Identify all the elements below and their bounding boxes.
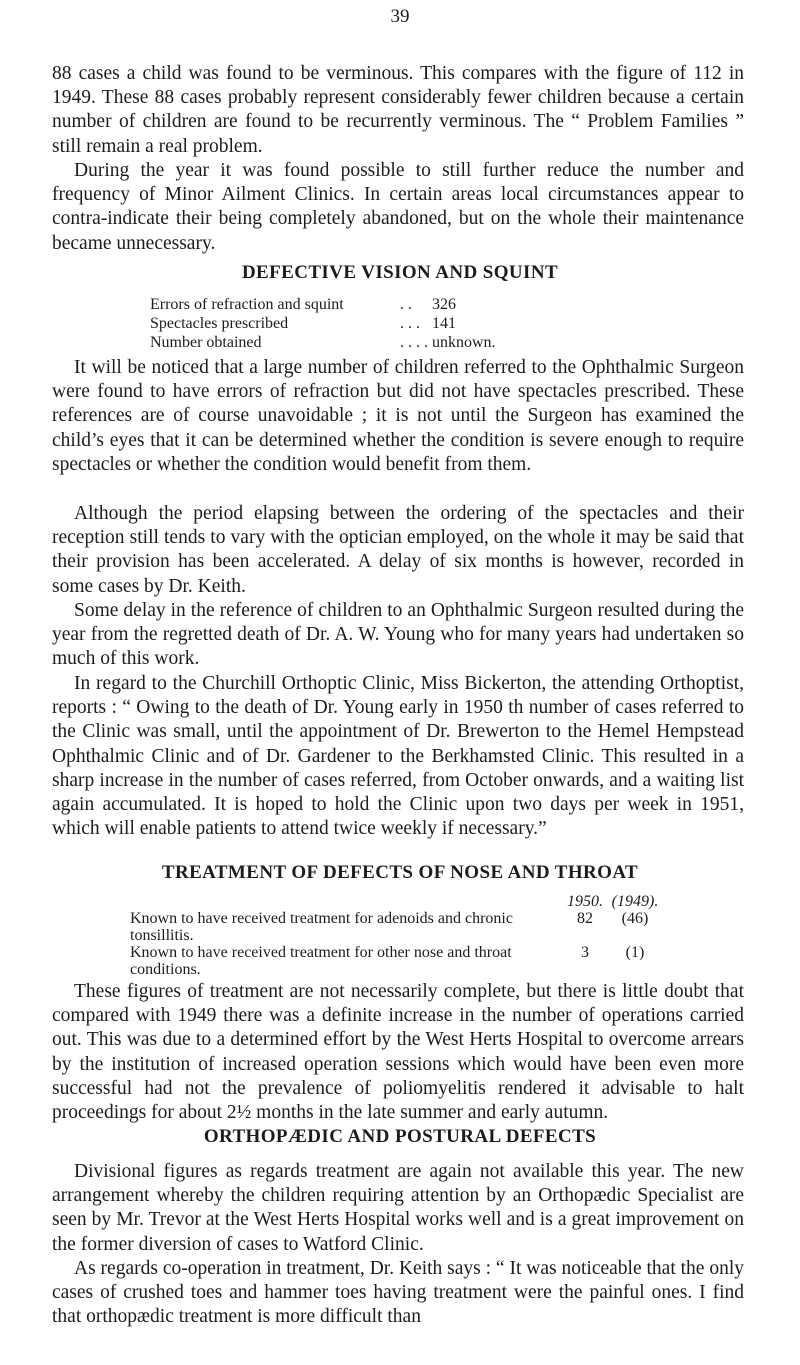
vision-stat-dots: . . .	[400, 315, 424, 332]
heading-defective-vision: DEFECTIVE VISION AND SQUINT	[241, 262, 559, 283]
vision-stat-value: 326	[432, 296, 456, 313]
vision-stat-value: unknown.	[432, 334, 496, 351]
col-1949-header: (1949).	[611, 893, 659, 910]
col-1950-header: 1950.	[567, 893, 603, 910]
nose-row-1950: 3	[581, 944, 589, 961]
nose-row-1949: (46)	[621, 910, 649, 927]
vision-stat-row	[150, 314, 496, 333]
paragraph-orthoptic-clinic: In regard to the Churchill Orthoptic Clinic, Miss Bickerton, the attending Orthoptist, reports : “ Owing to the death of Dr. Young early in 1950 th number of cases referred to the Clinic was small, until the appointment of Dr. Brewerton to the Hemel Hempstead Ophthalmic Clinic and of Dr. Gardener to the Berkhamsted Clinic. This resulted in a sharp increase in the number of cases referred, from October onwards, and a waiting list again accumulated. It is hoped to hold the Clinic upon two days per week in 1951, which will enable patients to attend twice weekly if necessary.”	[52, 673, 744, 840]
vision-stat-label: Number obtained	[150, 334, 262, 351]
paragraph-verminous: 88 cases a child was found to be verminous. This compares with the figure of 112 in 1949. These 88 cases probably represent considerably fewer children because a certain number of children are found to be recurrently verminous. The “ Problem Families ” still remain a real problem.	[52, 63, 744, 157]
vision-stat-value: 141	[432, 315, 456, 332]
nose-table-row	[130, 910, 660, 944]
nose-table-row	[130, 944, 660, 978]
paragraph-errors-of-refraction: It will be noticed that a large number of children referred to the Ophthalmic Surgeon were found to have errors of refraction but did not have spectacles prescribed. These references are of course unavoidable ; it is not until the Surgeon has examined the child’s eyes that it can be determined whether the condition is severe enough to require spectacles or whether the condition would benefit from them.	[52, 357, 744, 475]
nose-row-description: Known to have received treatment for adenoids and chronic tonsillitis.	[130, 910, 513, 944]
paragraph-ophthalmic-delay: Some delay in the reference of children to an Ophthalmic Surgeon resulted during the year from the regretted death of Dr. A. W. Young who for many years had undertaken so much of this work.	[52, 600, 744, 670]
nose-throat-table	[130, 893, 660, 978]
vision-stat-row	[150, 295, 496, 314]
vision-stats-table	[150, 295, 496, 352]
vision-stat-row	[150, 333, 496, 352]
vision-stat-dots: . .	[400, 296, 416, 313]
page-number: 39	[390, 6, 410, 27]
paragraph-keith-cooperation: As regards co-operation in treatment, Dr. Keith says : “ It was noticeable that the only cases of crushed toes and hammer toes having treatment were the painful ones. I find that orthopædic treatment is more difficult than	[52, 1258, 744, 1328]
paragraph-minor-ailment-clinics: During the year it was found possible to still further reduce the number and frequency of Minor Ailment Clinics. In certain areas local circumstances appear to contra-indicate their being completely abandoned, but on the whole their maintenance became unnecessary.	[52, 160, 744, 254]
nose-table-header	[130, 893, 660, 910]
nose-row-1949: (1)	[625, 944, 645, 961]
vision-stat-label: Spectacles prescribed	[150, 315, 289, 332]
heading-nose-throat: TREATMENT OF DEFECTS OF NOSE AND THROAT	[161, 862, 639, 883]
vision-stat-label: Errors of refraction and squint	[150, 296, 344, 313]
vision-stat-dots: . . . .	[400, 334, 432, 351]
paragraph-treatment-figures: These figures of treatment are not necessarily complete, but there is little doubt that compared with 1949 there was a definite increase in the number of operations carried out. This was due to a determined effort by the West Herts Hospital to overcome arrears by the institution of increased operation sessions which would have been even more successful had not the prevalence of poliomyelitis rendered it advisable to halt proceedings for about 2½ months in the late summer and early autumn.	[52, 981, 744, 1124]
nose-row-description: Known to have received treatment for other nose and throat conditions.	[130, 944, 512, 978]
paragraph-spectacles-delay: Although the period elapsing between the ordering of the spectacles and their reception still tends to vary with the optician employed, on the whole it may be said that their provision has been accelerated. A delay of six months is however, recorded in some cases by Dr. Keith.	[52, 503, 744, 597]
paragraph-orthopaedic-arrangement: Divisional figures as regards treatment are again not available this year. The new arrangement whereby the children requiring attention by an Orthopædic Specialist are seen by Mr. Trevor at the West Herts Hospital works well and is a great improvement on the former diversion of cases to Watford Clinic.	[52, 1161, 744, 1255]
nose-row-1950: 82	[577, 910, 593, 927]
heading-orthopaedic: ORTHOPÆDIC AND POSTURAL DEFECTS	[203, 1126, 597, 1147]
